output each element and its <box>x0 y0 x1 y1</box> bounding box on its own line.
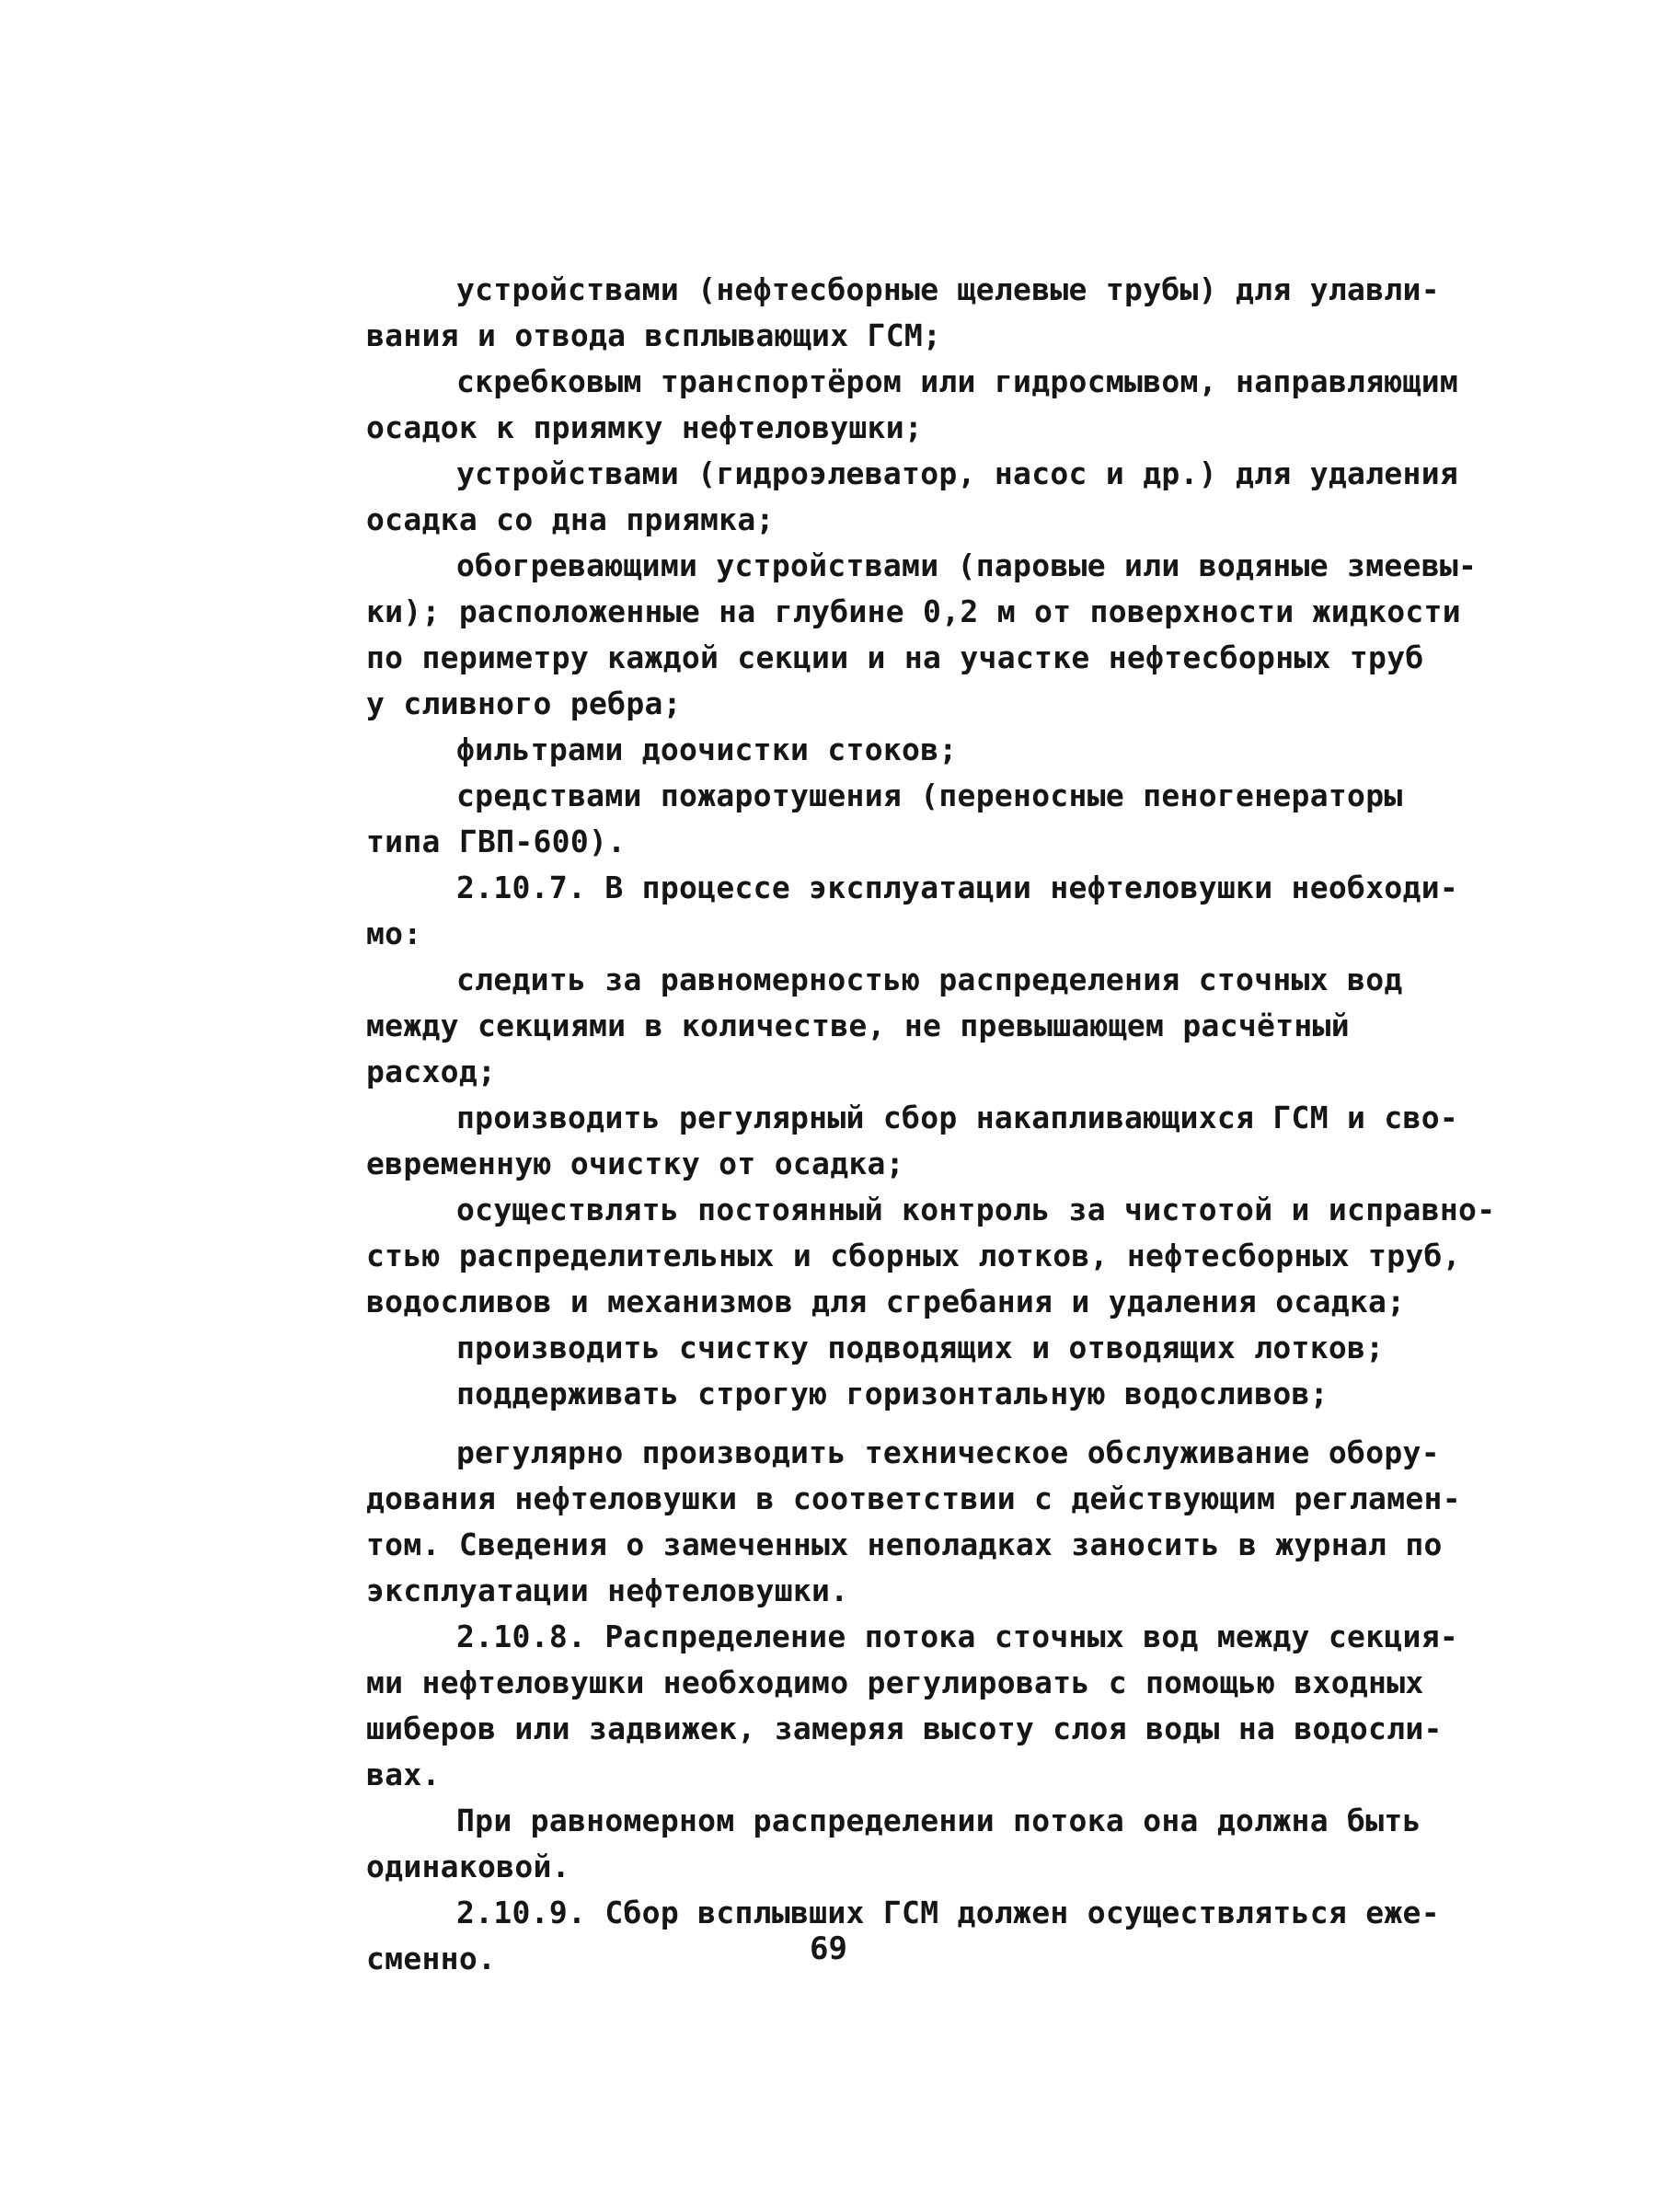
paragraph-gap <box>366 1417 1452 1430</box>
text-line: сменно. <box>366 1941 497 1976</box>
section-2-10-7: 2.10.7. В процессе эксплуатации нефтеловушки необходи- <box>456 870 1459 905</box>
section-2-10-9: 2.10.9. Сбор всплывших ГСМ должен осуществляться еже- <box>456 1895 1440 1930</box>
text-line: ки); расположенные на глубине 0,2 м от поверхности жидкости <box>366 593 1461 629</box>
text-line: осадок к приямку нефтеловушки; <box>366 409 924 445</box>
text-line: При равномерном распределении потока она должна быть <box>456 1803 1421 1838</box>
text-line: устройствами (гидроэлеватор, насос и др.) для удаления <box>456 455 1459 491</box>
text-line: том. Сведения о замеченных неполадках заносить в журнал по <box>366 1527 1443 1562</box>
text-line: вания и отвода всплывающих ГСМ; <box>366 317 942 353</box>
text-line: дования нефтеловушки в соответствии с действующим регламен- <box>366 1480 1461 1516</box>
text-line: между секциями в количестве, не превышающем расчётный <box>366 1008 1350 1043</box>
text-line: евременную очистку от осадка; <box>366 1146 904 1181</box>
text-line: следить за равномерностью распределения сточных вод <box>456 962 1403 997</box>
text-line: осадка со дна приямка; <box>366 501 775 537</box>
text-line: регулярно производить техническое обслуживание обору- <box>456 1434 1440 1470</box>
text-line: производить регулярный сбор накапливающихся ГСМ и сво- <box>456 1100 1459 1135</box>
text-line: осуществлять постоянный контроль за чистотой и исправно- <box>456 1192 1496 1227</box>
section-2-10-8: 2.10.8. Распределение потока сточных вод между секция- <box>456 1619 1459 1654</box>
text-line: ми нефтеловушки необходимо регулировать с помощью входных <box>366 1665 1424 1700</box>
text-line: одинаковой. <box>366 1849 570 1884</box>
text-line: шиберов или задвижек, замеряя высоту слоя воды на водосли- <box>366 1711 1443 1746</box>
text-line: по периметру каждой секции и на участке нефтесборных труб <box>366 639 1424 675</box>
text-line: фильтрами доочистки стоков; <box>456 732 958 767</box>
text-line: обогревающими устройствами (паровые или водяные змеевы- <box>456 547 1478 583</box>
text-line: у сливного ребра; <box>366 685 682 721</box>
page-number: 69 <box>810 1930 847 1967</box>
text-line: эксплуатации нефтеловушки. <box>366 1573 849 1608</box>
text-line: производить счистку подводящих и отводящих лотков; <box>456 1330 1385 1365</box>
body-text <box>366 267 1496 1982</box>
text-line: вах. <box>366 1757 441 1792</box>
text-line: скребковым транспортёром или гидросмывом, направляющим <box>456 363 1459 399</box>
text-line: мо: <box>366 916 422 951</box>
text-line: водосливов и механизмов для сгребания и удаления осадка; <box>366 1284 1406 1319</box>
text-line: средствами пожаротушения (переносные пеногенераторы <box>456 778 1403 813</box>
text-line: расход; <box>366 1054 497 1089</box>
text-line: типа ГВП-600). <box>366 824 627 859</box>
text-line: устройствами (нефтесборные щелевые трубы) для улавли- <box>456 271 1440 307</box>
text-line: стью распределительных и сборных лотков, нефтесборных труб, <box>366 1238 1461 1273</box>
text-line: поддерживать строгую горизонтальную водосливов; <box>456 1376 1329 1411</box>
